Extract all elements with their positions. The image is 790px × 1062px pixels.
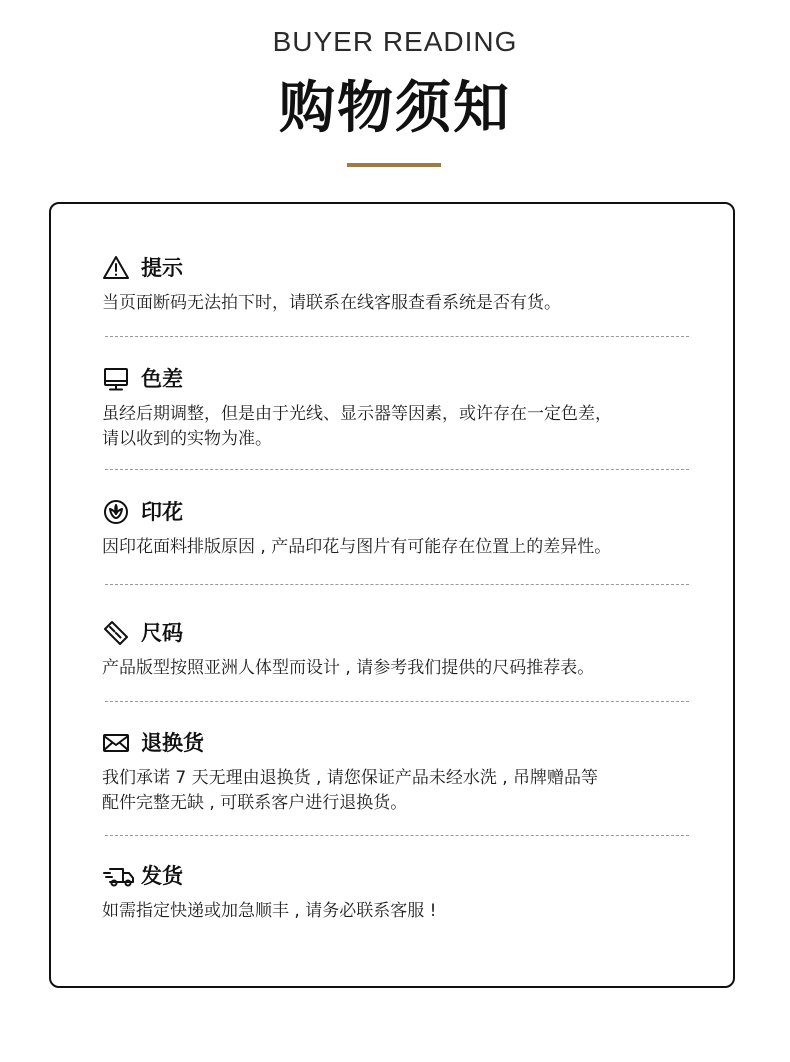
ruler-icon — [102, 619, 130, 647]
section-title: 尺码 — [141, 621, 183, 645]
section-text: 因印花面料排版原因 , 产品印花与图片有可能存在位置上的差异性。 — [102, 537, 612, 557]
section-text: 产品版型按照亚洲人体型而设计 , 请参考我们提供的尺码推荐表。 — [102, 658, 595, 678]
section-title: 印花 — [141, 500, 183, 524]
section-divider — [105, 701, 689, 702]
section-title: 提示 — [141, 256, 183, 280]
section-text: 虽经后期调整，但是由于光线、显示器等因素，或许存在一定色差， 请以收到的实物为准。 — [102, 404, 612, 449]
section-returns — [102, 728, 692, 816]
envelope-icon — [102, 729, 130, 757]
header-eyebrow: BUYER READING — [272, 26, 518, 57]
flower-icon — [102, 498, 130, 526]
section-color-difference — [102, 364, 692, 452]
section-title: 色差 — [141, 367, 183, 391]
section-text: 当页面断码无法拍下时，请联系在线客服查看系统是否有货。 — [102, 293, 561, 313]
section-text: 我们承诺 7 天无理由退换货 , 请您保证产品未经水洗 , 吊牌赠品等 配件完整无缺 , 可联系客户进行退换货。 — [102, 768, 599, 813]
warning-icon — [102, 254, 130, 282]
monitor-icon — [102, 365, 130, 393]
section-divider — [105, 584, 689, 585]
delivery-truck-icon — [102, 862, 136, 890]
section-text: 如需指定快递或加急顺丰 , 请务必联系客服 ! — [102, 901, 437, 921]
section-print — [102, 497, 692, 560]
section-size — [102, 618, 692, 681]
page-title: 购物须知 — [279, 76, 511, 141]
section-title: 退换货 — [141, 731, 204, 755]
section-divider — [105, 835, 689, 836]
title-underline — [347, 163, 441, 167]
section-shipping — [102, 861, 692, 924]
section-tips — [102, 253, 692, 316]
section-divider — [105, 336, 689, 337]
section-title: 发货 — [141, 864, 183, 888]
section-divider — [105, 469, 689, 470]
